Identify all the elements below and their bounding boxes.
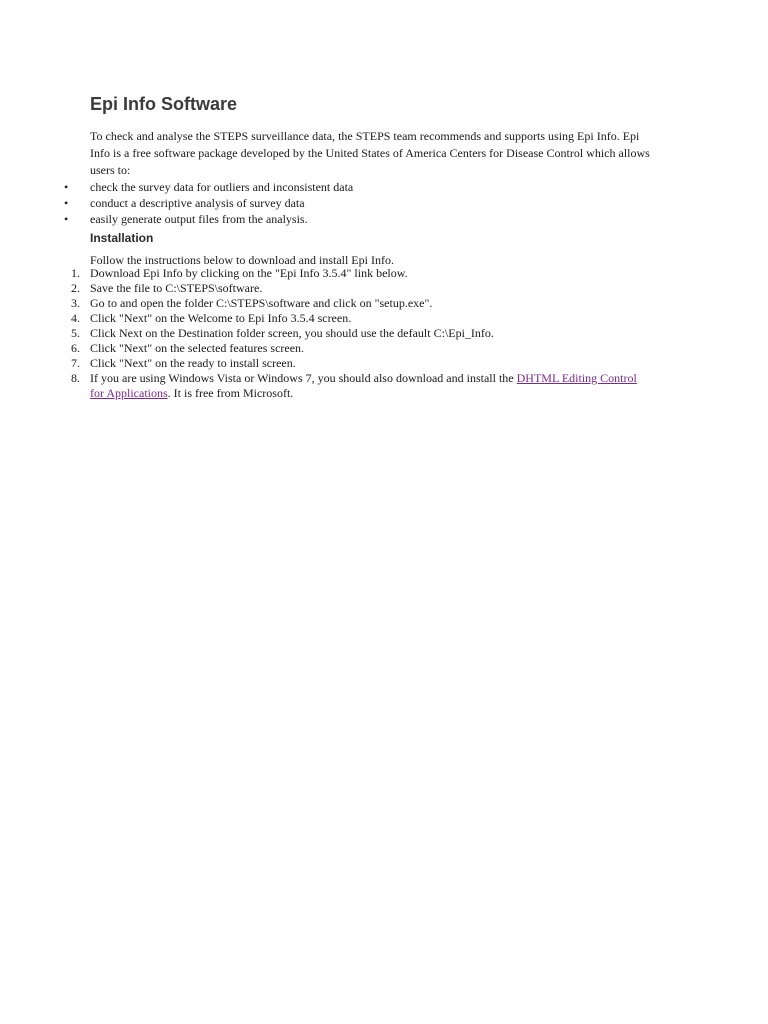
intro-paragraph: To check and analyse the STEPS surveillance data, the STEPS team recommends and supports using Epi Info. Epi Info is a free software package developed by the United States of America Centers for Disease Control which allows users to: xyxy=(90,129,650,177)
capabilities-list xyxy=(0,179,353,227)
installation-intro: Follow the instructions below to download and install Epi Info. xyxy=(90,253,394,267)
step-number: 4. xyxy=(71,311,80,325)
list-item-text: conduct a descriptive analysis of survey data xyxy=(90,196,305,210)
installation-steps xyxy=(0,266,650,401)
step-number: 8. xyxy=(71,371,80,385)
step-text-after: . It is free from Microsoft. xyxy=(167,386,294,400)
step-item xyxy=(0,326,650,341)
step-item xyxy=(0,296,650,311)
list-item-text: check the survey data for outliers and inconsistent data xyxy=(90,180,354,194)
step-text: Click "Next" on the selected features screen. xyxy=(90,341,305,355)
dhtml-editing-control-link[interactable]: DHTML Editing Control for Applications xyxy=(90,371,637,400)
step-item xyxy=(0,341,650,356)
step-number: 5. xyxy=(71,326,80,340)
step-item xyxy=(0,311,650,326)
installation-heading: Installation xyxy=(90,231,154,245)
bullet-marker: • xyxy=(64,212,69,226)
step-text: Click "Next" on the Welcome to Epi Info 3.5.4 screen. xyxy=(90,311,352,325)
list-item xyxy=(0,195,353,211)
step-number: 3. xyxy=(71,296,80,310)
step-number: 2. xyxy=(71,281,80,295)
step-number: 1. xyxy=(71,266,80,280)
list-item xyxy=(0,211,353,227)
list-item xyxy=(0,179,353,195)
step-text: Click Next on the Destination folder screen, you should use the default C:\Epi_Info. xyxy=(90,326,494,340)
bullet-marker: • xyxy=(64,196,69,210)
page-title: Epi Info Software xyxy=(90,94,238,114)
step-item xyxy=(0,371,650,401)
step-item xyxy=(0,266,650,281)
step-item xyxy=(0,281,650,296)
step-text: Click "Next" on the ready to install screen. xyxy=(90,356,296,370)
bullet-marker: • xyxy=(64,180,69,194)
step-number: 6. xyxy=(71,341,80,355)
list-item-text: easily generate output files from the analysis. xyxy=(90,212,308,226)
step-text: Go to and open the folder C:\STEPS\software and click on "setup.exe". xyxy=(90,296,433,310)
step-text-before: If you are using Windows Vista or Windows 7, you should also download and install the xyxy=(90,371,517,385)
step-text: Save the file to C:\STEPS\software. xyxy=(90,281,263,295)
step-number: 7. xyxy=(71,356,80,370)
step-item xyxy=(0,356,650,371)
step-text: Download Epi Info by clicking on the "Epi Info 3.5.4" link below. xyxy=(90,266,408,280)
